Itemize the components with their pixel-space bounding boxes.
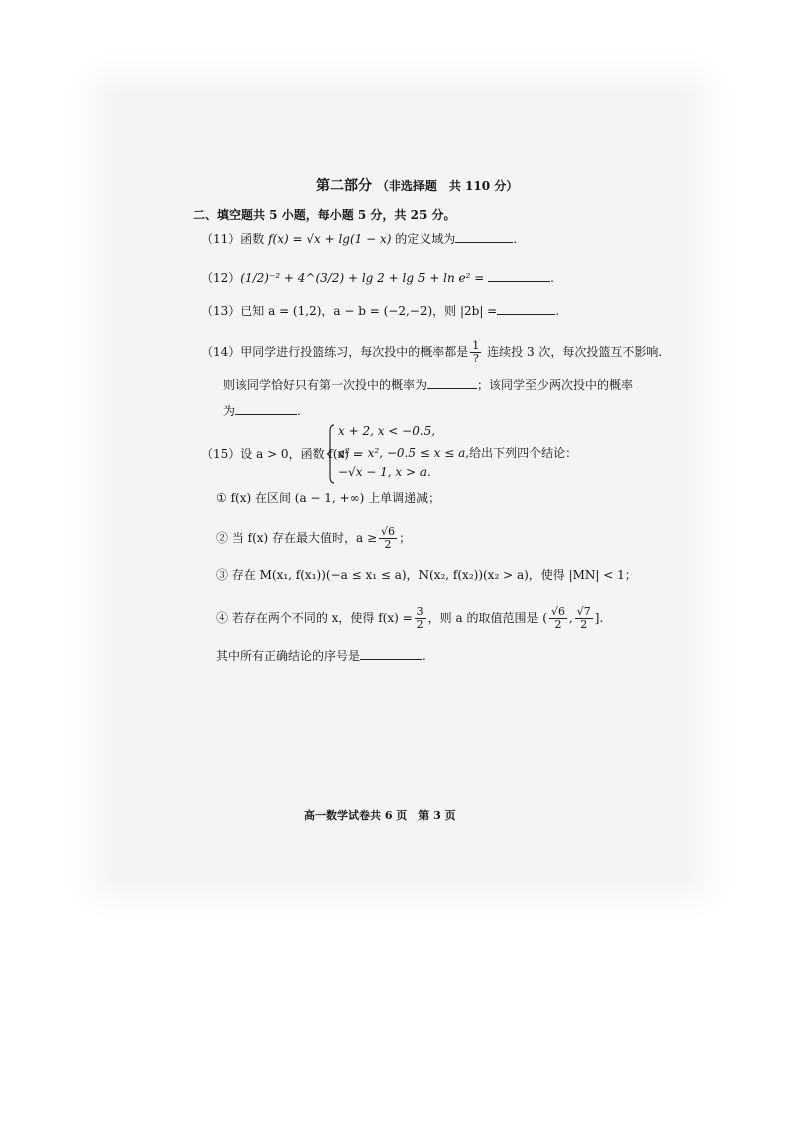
fraction-denominator: 2 (554, 618, 562, 631)
question-11: （11）函数 f(x) = √x + lg(1 − x) 的定义域为 . (201, 232, 518, 246)
question-number: （14） (201, 345, 241, 359)
question-text: 的定义域为 (391, 232, 456, 246)
question-text: ]. (594, 611, 604, 625)
answer-blank (455, 231, 513, 243)
formula: f(x) = √x + lg(1 − x) (268, 232, 392, 246)
fraction (575, 606, 593, 631)
part-subtitle: （非选择题 共 110 分） (376, 179, 519, 193)
formula: (1/2)⁻² + 4^(3/2) + lg 2 + lg 5 + ln e² = (240, 271, 485, 285)
question-number: （13） (201, 304, 241, 318)
fraction-numerator: √6 (550, 605, 565, 618)
piecewise-brace (327, 424, 335, 484)
fraction-numerator: √7 (576, 605, 591, 618)
fraction (415, 606, 426, 631)
question-12: （12）(1/2)⁻² + 4^(3/2) + lg 2 + lg 5 + ln e² = . (201, 271, 554, 285)
piece-3: −√x − 1, x > a. (338, 465, 431, 479)
part-title: 第二部分 (316, 178, 372, 194)
question-number: （11） (201, 232, 241, 246)
piece-1: x + 2, x < −0.5, (338, 424, 436, 438)
fraction-numerator: 1 (472, 339, 480, 352)
fraction (379, 526, 397, 551)
question-text: 其中所有正确结论的序号是 (216, 649, 361, 663)
answer-blank (497, 303, 555, 315)
conclusion-2 (216, 526, 411, 551)
fraction-numerator: 3 (416, 605, 424, 618)
part-heading (316, 178, 518, 194)
fraction-denominator: 2 (580, 618, 588, 631)
question-number: （15） (201, 447, 241, 461)
piece-2-formula: a² − x², −0.5 ≤ x ≤ a, (338, 446, 470, 460)
question-text: ④ 若存在两个不同的 x，使得 f(x) = (216, 611, 413, 625)
question-text: ② 当 f(x) 存在最大值时，a ≥ (216, 531, 378, 545)
fraction (470, 340, 481, 365)
question-number: （12） (201, 271, 241, 285)
question-text: 甲同学进行投篮练习，每次投中的概率都是 (240, 345, 469, 359)
question-text: 则该同学恰好只有第一次投中的概率为 (223, 378, 428, 392)
answer-blank (488, 270, 550, 282)
question-text: 连续投 3 次，每次投篮互不影响. (487, 345, 663, 359)
fraction-denominator: ? (472, 352, 479, 365)
answer-blank (427, 377, 477, 389)
question-text: 为 (223, 404, 236, 418)
answer-blank (235, 403, 297, 415)
conclusion-prompt: 其中所有正确结论的序号是 . (216, 649, 426, 663)
fraction-numerator: √6 (381, 525, 396, 538)
conclusion-1: ① f(x) 在区间 (a − 1, +∞) 上单调递减； (216, 491, 441, 505)
section-heading: 二、填空题共 5 小题，每小题 5 分，共 25 分。 (193, 208, 456, 222)
question-text: 函数 (240, 232, 269, 246)
question-13: （13）已知 a = (1,2)，a − b = (−2,−2)，则 |2b| = . (201, 304, 560, 318)
conclusion-3: ③ 存在 M(x₁, f(x₁))(−a ≤ x₁ ≤ a)，N(x₂, f(x₂))(x₂ > a)，使得 |MN| < 1； (216, 568, 637, 582)
question-text: 已知 a = (1,2)，a − b = (−2,−2)，则 |2b| = (240, 304, 498, 318)
conclusion-4 (216, 606, 603, 631)
question-text: ； (399, 531, 412, 545)
fraction-denominator: 2 (384, 538, 392, 551)
fraction-denominator: 2 (416, 618, 424, 631)
question-text: 给出下列四个结论： (469, 446, 578, 460)
question-text: ，则 a 的取值范围是 ( (427, 611, 547, 625)
question-text: 设 a > 0，函数 f(x) = (240, 447, 363, 461)
page-footer: 高一数学试卷共 6 页 第 3 页 (304, 809, 456, 822)
question-text: , (568, 611, 573, 625)
question-14-line-3: 为 . (223, 404, 301, 418)
question-text: ；该同学至少两次投中的概率 (477, 378, 634, 392)
answer-blank (360, 648, 422, 660)
fraction (549, 606, 567, 631)
piece-2 (338, 444, 577, 461)
question-14-line-2 (223, 377, 633, 393)
question-14 (201, 340, 662, 365)
